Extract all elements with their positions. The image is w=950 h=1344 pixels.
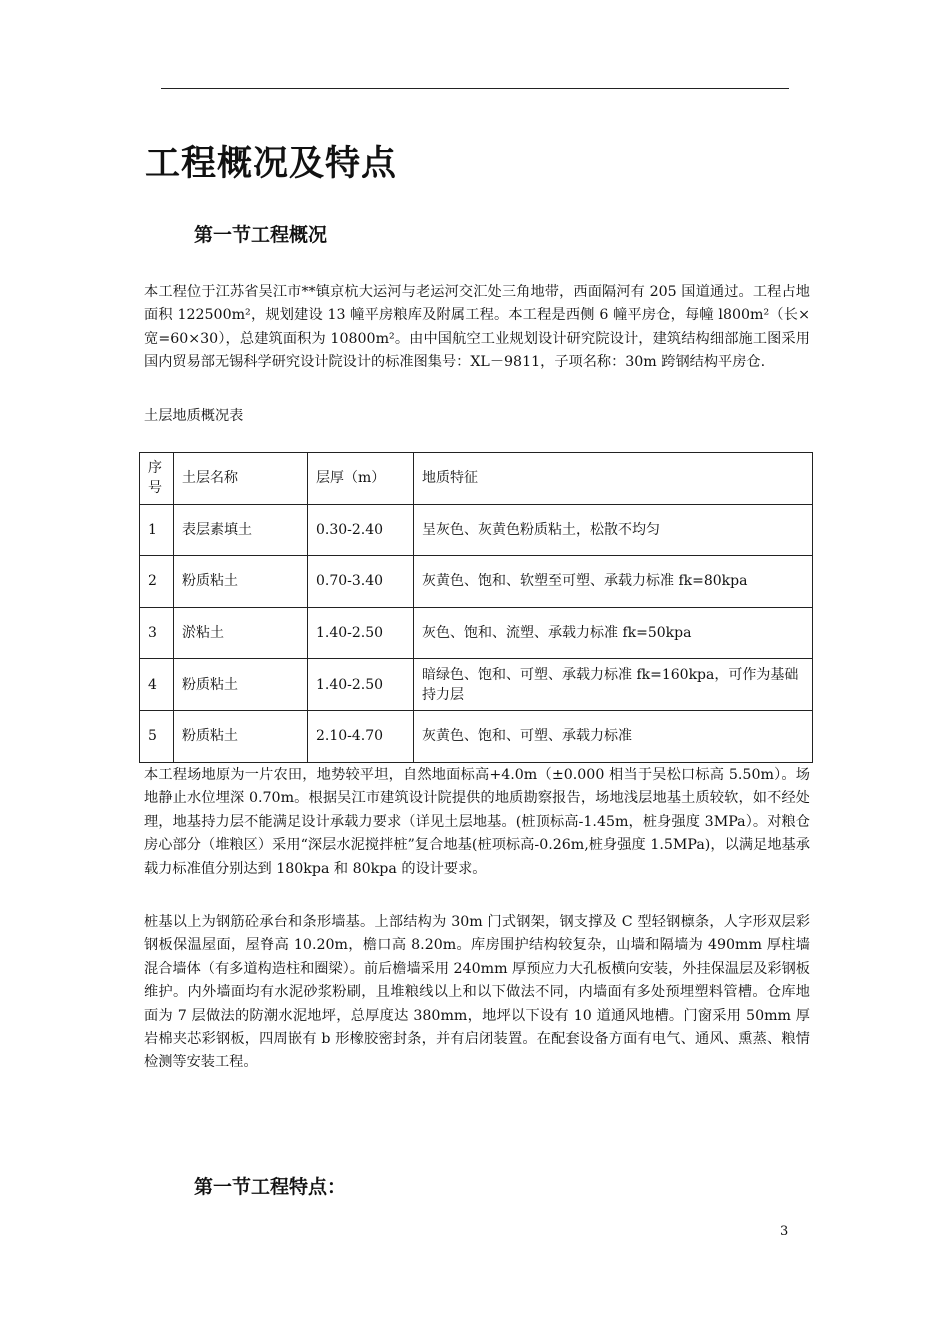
- table-cell: 粉质粘土: [174, 659, 308, 711]
- table-cell: 粉质粘土: [174, 710, 308, 762]
- table-cell: 3: [140, 607, 174, 659]
- table-cell: 1.40-2.50: [308, 659, 414, 711]
- table-header-cell: 层厚（m）: [308, 453, 414, 505]
- section-title-overview: 第一节工程概况: [194, 224, 328, 246]
- table-caption: 土层地质概况表: [144, 408, 244, 424]
- table-row: [140, 659, 813, 711]
- table-cell: 暗绿色、饱和、可塑、承载力标准 fk=160kpa，可作为基础持力层: [414, 659, 813, 711]
- table-cell: 灰黄色、饱和、软塑至可塑、承载力标准 fk=80kpa: [414, 556, 813, 608]
- site-paragraph: 本工程场地原为一片农田，地势较平坦，自然地面标高+4.0m（±0.000 相当于吴松口标高 5.50m）。场地静止水位埋深 0.70m。根据吴江市建筑设计院提供的地质勘察报告，场地浅层地基土质较软，如不经处理，地基持力层不能满足设计承载力要求（详见土层地基。(桩顶标高-1.45m，桩身强度 3MPa）。对粮仓房心部分（堆粮区）采用“深层水泥搅拌桩”复合地基(桩项标高-0.26m,桩身强度 1.5MPa)，以满足地基承载力标准值分别达到 180kpa 和 80kpa 的设计要求。: [144, 767, 810, 877]
- section-title-features: 第一节工程特点：: [194, 1176, 347, 1198]
- table-cell: 1: [140, 504, 174, 556]
- table-cell: 2: [140, 556, 174, 608]
- table-cell: 淤粘土: [174, 607, 308, 659]
- table-cell: 1.40-2.50: [308, 607, 414, 659]
- table-row: [140, 607, 813, 659]
- intro-paragraph: 本工程位于江苏省吴江市**镇京杭大运河与老运河交汇处三角地带，西面隔河有 205 国道通过。工程占地面积 122500m²，规划建设 13 幢平房粮库及附属工程。本工程是西侧 6 幢平房仓，每幢 l800m²（长×宽=60×30），总建筑面积为 10800m²。由中国航空工业规划设计研究院设计，建筑结构细部施工图采用国内贸易部无锡科学研究设计院设计的标准图集号：XL－9811，子项名称：30m 跨钢结构平房仓.: [144, 284, 810, 371]
- table-cell: 4: [140, 659, 174, 711]
- page-title: 工程概况及特点: [145, 144, 398, 184]
- table-row: [140, 710, 813, 762]
- table-cell: 0.30-2.40: [308, 504, 414, 556]
- soil-geology-table: [139, 452, 813, 763]
- table-header-cell: 序号: [140, 453, 174, 505]
- page-number: 3: [780, 1224, 789, 1239]
- table-cell: 呈灰色、灰黄色粉质粘土，松散不均匀: [414, 504, 813, 556]
- table-cell: 灰色、饱和、流塑、承载力标准 fk=50kpa: [414, 607, 813, 659]
- table-row: [140, 556, 813, 608]
- table-cell: 粉质粘土: [174, 556, 308, 608]
- structure-paragraph: 桩基以上为钢筋砼承台和条形墙基。上部结构为 30m 门式钢架，钢支撑及 C 型轻钢檩条，人字形双层彩钢板保温屋面，屋脊高 10.20m，檐口高 8.20m。库房围护结构较复杂，山墙和隔墙为 490mm 厚柱墙混合墙体（有多道构造柱和圈梁）。前后檐墙采用 240mm 厚预应力大孔板横向安装，外挂保温层及彩钢板维护。内外墙面均有水泥砂浆粉刷，且堆粮线以上和以下做法不同，内墙面有多处预埋塑料管槽。仓库地面为 7 层做法的防潮水泥地坪，总厚度达 380mm，地坪以下设有 10 道通风地槽。门窗采用 50mm 厚岩棉夹芯彩钢板，四周嵌有 b 形橡胶密封条，并有启闭装置。在配套设备方面有电气、通风、熏蒸、粮情检测等安装工程。: [144, 914, 810, 1071]
- table-cell: 灰黄色、饱和、可塑、承载力标准: [414, 710, 813, 762]
- table-row: [140, 504, 813, 556]
- table-header-row: [140, 453, 813, 505]
- table-cell: 表层素填土: [174, 504, 308, 556]
- header-rule: [161, 88, 789, 89]
- table-header-cell: 土层名称: [174, 453, 308, 505]
- table-cell: 0.70-3.40: [308, 556, 414, 608]
- table-cell: 2.10-4.70: [308, 710, 414, 762]
- table-cell: 5: [140, 710, 174, 762]
- table-header-cell: 地质特征: [414, 453, 813, 505]
